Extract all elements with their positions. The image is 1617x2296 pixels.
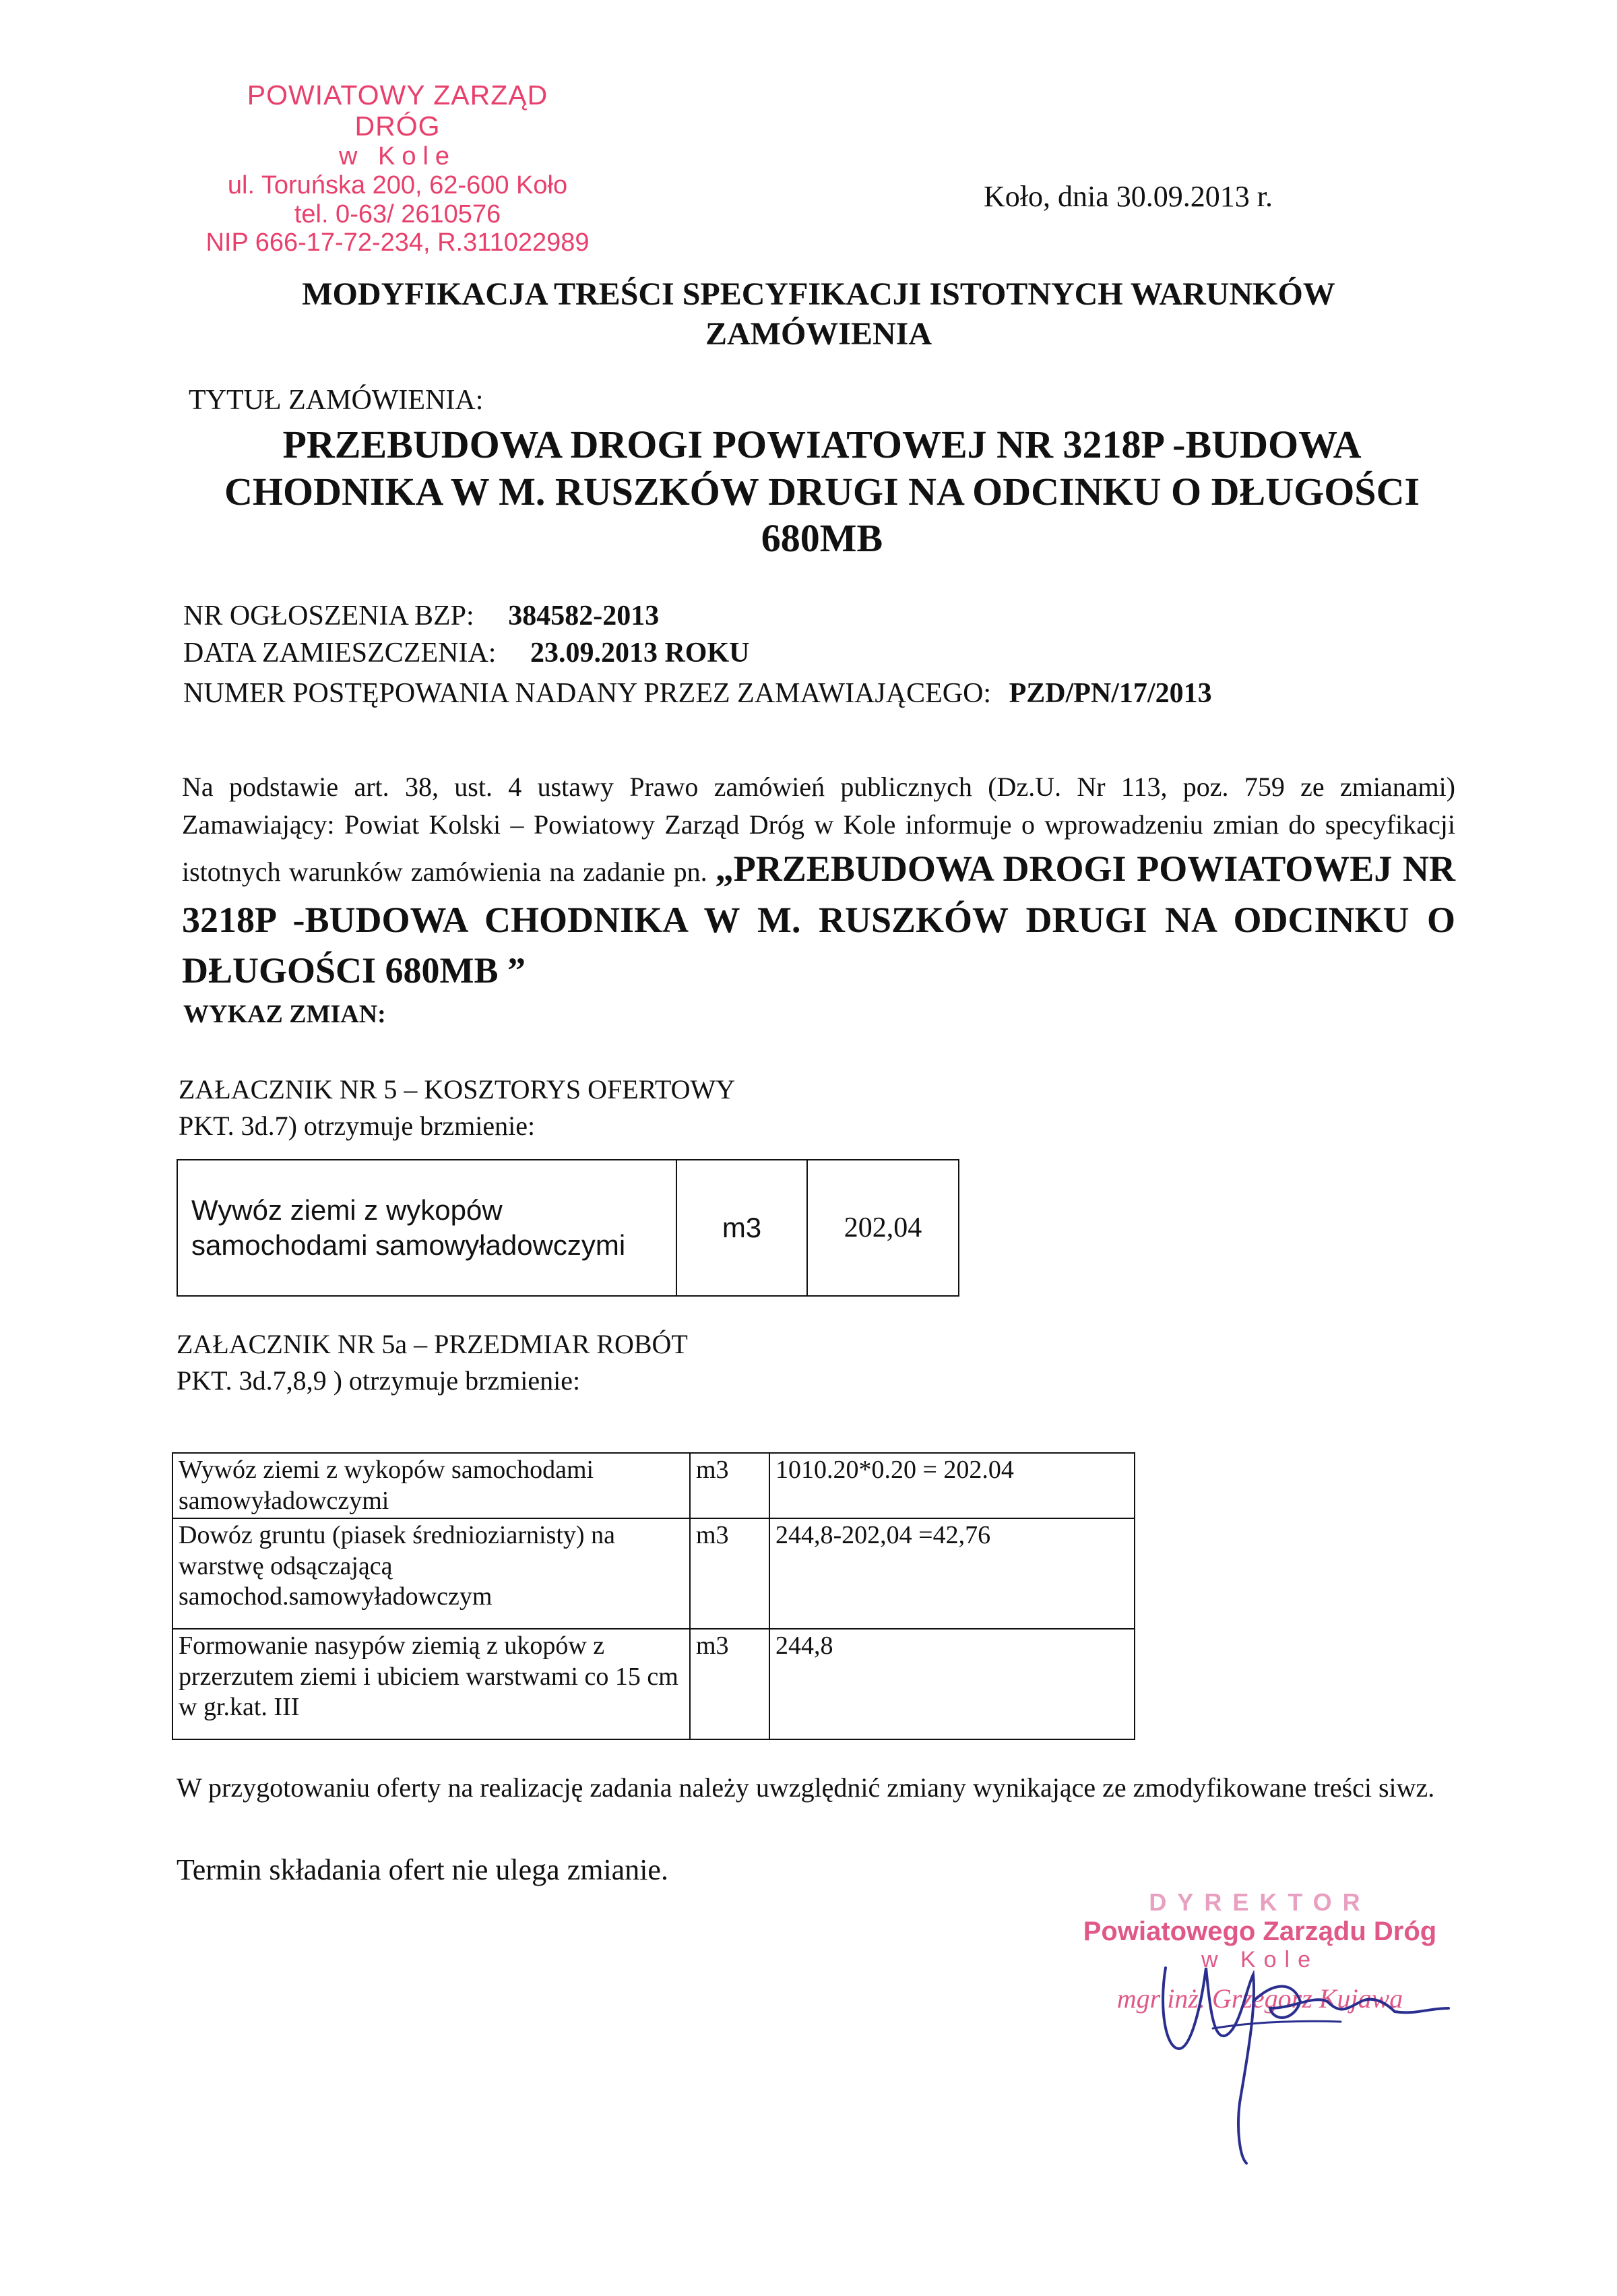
cell-unit: m3: [690, 1629, 769, 1739]
attachment-5-section: [179, 1072, 735, 1144]
closing-paragraph: W przygotowaniu oferty na realizację zadania należy uwzględnić zmiany wynikające ze zmodyfikowane treści siwz.: [177, 1772, 1435, 1803]
attachment-5-point: PKT. 3d.7) otrzymuje brzmienie:: [179, 1111, 536, 1141]
bill-of-quantities-table: [172, 1452, 1135, 1740]
intro-paragraph: [182, 768, 1455, 997]
table-row: [172, 1453, 1135, 1518]
bzp-number-row: [183, 600, 659, 632]
attachment-5a-title: ZAŁACZNIK NR 5a – PRZEDMIAR ROBÓT: [177, 1329, 688, 1359]
procedure-number-row: [183, 677, 1212, 710]
publication-date-row: [183, 637, 749, 669]
procedure-number-label: NUMER POSTĘPOWANIA NADANY PRZEZ ZAMAWIAJĄCEGO:: [183, 678, 992, 709]
cell-description: Formowanie nasypów ziemią z ukopów z przerzutem ziemi i ubiciem warstwami co 15 cm w gr.kat. III: [172, 1629, 690, 1739]
cell-description: Wywóz ziemi z wykopów samochodami samowyładowczymi: [172, 1453, 690, 1518]
director-name: mgr inż. Grzegorz Kujawa: [1116, 1983, 1403, 2014]
cell-description: Dowóz gruntu (piasek średnioziarnisty) na warstwę odsączającą samochod.samowyładowczym: [172, 1518, 690, 1629]
procedure-number-value: PZD/PN/17/2013: [1009, 678, 1212, 709]
table-row: [172, 1629, 1135, 1739]
publication-date-value: 23.09.2013 ROKU: [530, 638, 750, 669]
cell-unit: m3: [690, 1518, 769, 1629]
office-stamp: [202, 80, 593, 257]
subject-label: TYTUŁ ZAMÓWIENIA:: [189, 385, 484, 416]
cell-value: 244,8-202,04 =42,76: [769, 1518, 1135, 1629]
order-subject: [148, 421, 1496, 562]
bzp-label: NR OGŁOSZENIA BZP:: [183, 600, 474, 631]
table-row: [177, 1160, 959, 1296]
document-date: Koło, dnia 30.09.2013 r.: [984, 180, 1273, 213]
publication-date-label: DATA ZAMIESZCZENIA:: [183, 638, 497, 669]
stamp-phone: tel. 0-63/ 2610576: [294, 199, 501, 228]
table-row: [172, 1518, 1135, 1629]
handwritten-signature: [1139, 1927, 1462, 2170]
title-line-1: MODYFIKACJA TREŚCI SPECYFIKACJI ISTOTNYCH WARUNKÓW: [302, 276, 1335, 312]
cell-description: Wywóz ziemi z wykopów samochodami samowyładowczymi: [177, 1160, 676, 1296]
bzp-value: 384582-2013: [508, 600, 660, 631]
cell-value: 244,8: [769, 1629, 1135, 1739]
attachment-5a-section: [177, 1326, 688, 1399]
stamp-office-name: POWIATOWY ZARZĄD DRÓG: [247, 80, 548, 142]
cell-unit: m3: [690, 1453, 769, 1518]
changes-heading: WYKAZ ZMIAN:: [183, 1000, 386, 1028]
cell-value: 1010.20*0.20 = 202.04: [769, 1453, 1135, 1518]
intro-text: Na podstawie art. 38, ust. 4 ustawy Prawo zamówień publicznych (Dz.U. Nr 113, poz. 759 ze zmianami) Zamawiający: Powiat Kolski – Powiatowy Zarząd Dróg w Kole informuje o wprowadzeniu zmian do specyfikacji istotnych warunków zamówienia na zadanie pn.: [182, 772, 1455, 887]
attachment-5-title: ZAŁACZNIK NR 5 – KOSZTORYS OFERTOWY: [179, 1074, 736, 1105]
title-line-2: ZAMÓWIENIA: [705, 315, 932, 352]
document-title: [162, 275, 1476, 354]
stamp-town: w Kole: [338, 142, 457, 170]
subject-line-2: CHODNIKA W M. RUSZKÓW DRUGI NA ODCINKU O DŁUGOŚCI: [224, 469, 1420, 514]
stamp-address: ul. Toruńska 200, 62-600 Koło: [227, 170, 568, 199]
director-title: DYREKTOR: [1149, 1888, 1371, 1916]
director-town: w Kole: [1201, 1947, 1319, 1973]
cell-value: 202,04: [807, 1160, 959, 1296]
intro-task-name: „PRZEBUDOWA DROGI POWIATOWEJ NR 3218P -BUDOWA CHODNIKA W M. RUSZKÓW DRUGI NA ODCINKU O DŁUGOŚCI 680MB ”: [182, 848, 1455, 991]
cost-estimate-table: [177, 1159, 959, 1297]
deadline-note: Termin składania ofert nie ulega zmianie.: [177, 1853, 668, 1886]
director-office: Powiatowego Zarządu Dróg: [1083, 1917, 1437, 1946]
subject-line-3: 680MB: [761, 516, 883, 561]
subject-line-1: PRZEBUDOWA DROGI POWIATOWEJ NR 3218P -BUDOWA: [282, 423, 1362, 466]
cell-unit: m3: [676, 1160, 807, 1296]
attachment-5a-point: PKT. 3d.7,8,9 ) otrzymuje brzmienie:: [177, 1365, 581, 1396]
stamp-nip: NIP 666-17-72-234, R.311022989: [205, 228, 590, 257]
